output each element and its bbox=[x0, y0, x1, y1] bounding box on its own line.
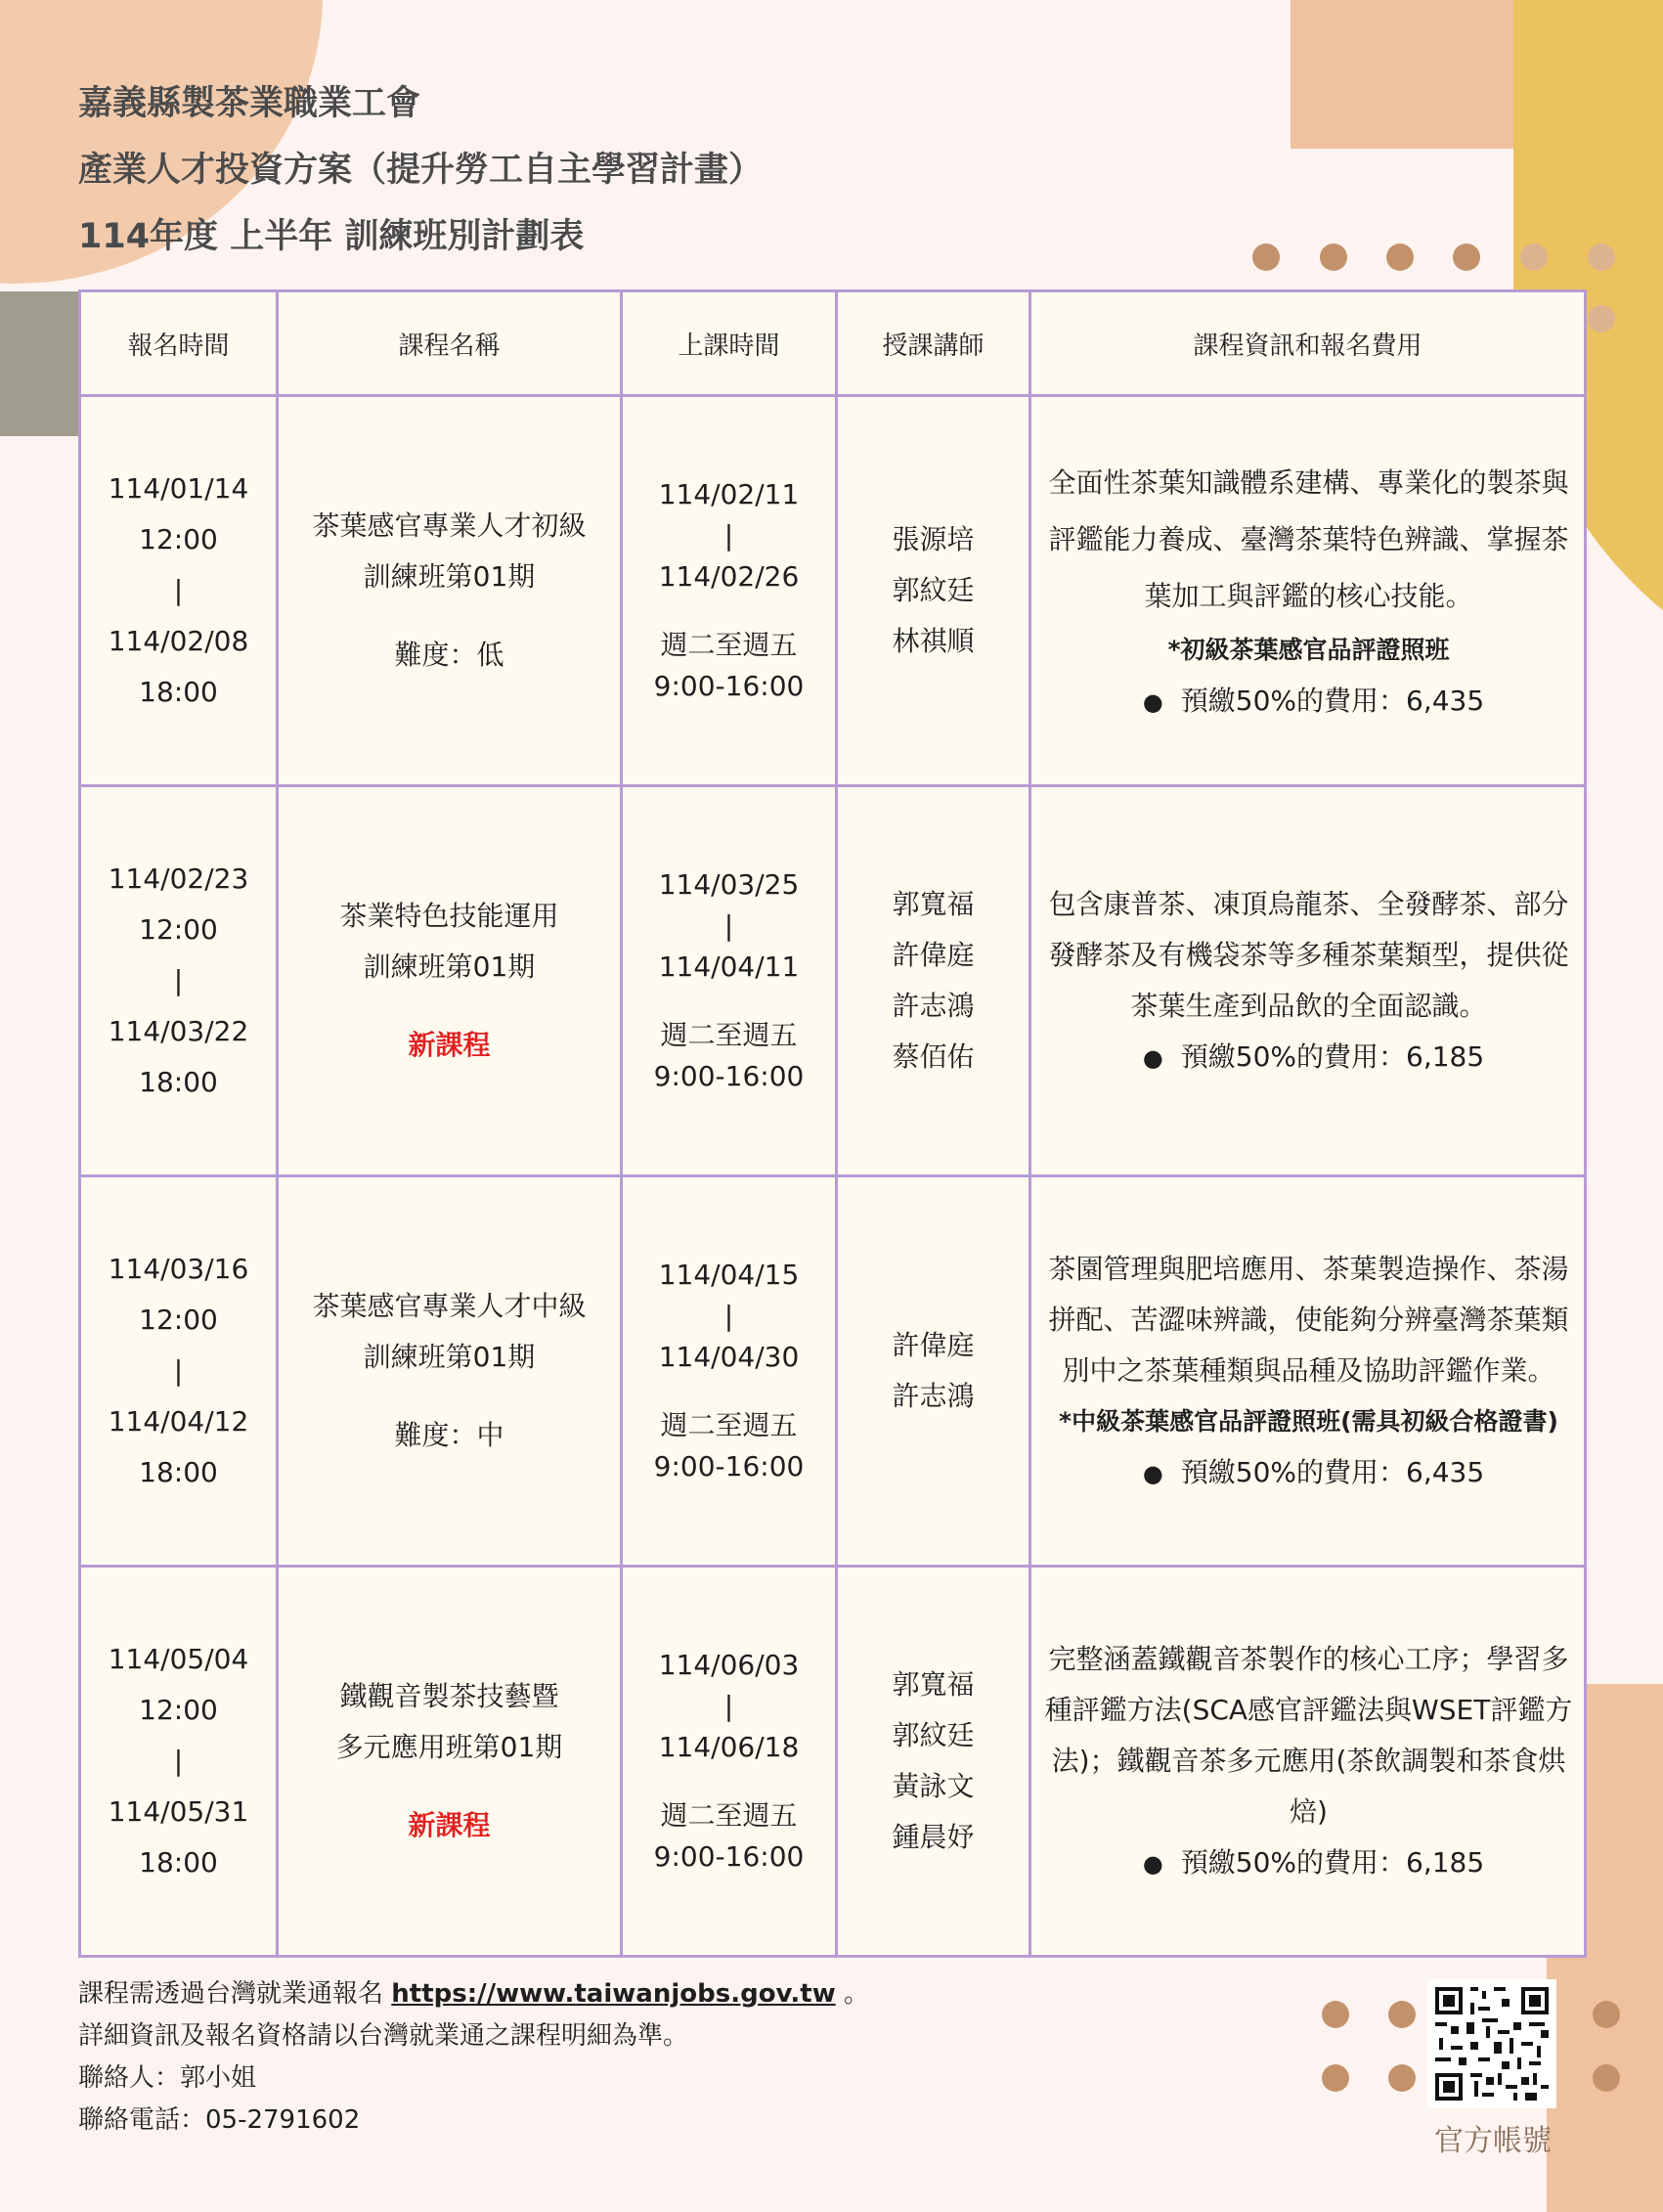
course-schedule-table bbox=[78, 289, 1587, 1958]
decorative-bar-left bbox=[0, 291, 78, 436]
course-info: 完整涵蓋鐵觀音茶製作的核心工序；學習多種評鑑方法(SCA感官評鑑法與WSET評鑑方法)；鐵觀音茶多元應用(茶飲調製和茶食烘焙) ● 預繳50%的費用：6,185 bbox=[1030, 1567, 1586, 1957]
instructors: 郭寬福 許偉庭 許志鴻 蔡佰佑 bbox=[837, 786, 1030, 1176]
decorative-dot bbox=[1388, 2001, 1416, 2028]
registration-period: 114/05/04 12:00 | 114/05/31 18:00 bbox=[80, 1567, 278, 1957]
fee-item: ● 預繳50%的費用：6,435 bbox=[1043, 676, 1574, 728]
bullet-icon: ● bbox=[1142, 1459, 1163, 1487]
class-period: 114/06/03 | 114/06/18 週二至週五 9:00-16:00 bbox=[622, 1567, 837, 1957]
decorative-dot bbox=[1593, 2001, 1620, 2028]
instructors: 郭寬福 郭紋廷 黃詠文 鍾晨妤 bbox=[837, 1567, 1030, 1957]
registration-period: 114/03/16 12:00 | 114/04/12 18:00 bbox=[80, 1176, 278, 1567]
taiwanjobs-link[interactable]: https://www.taiwanjobs.gov.tw bbox=[391, 1979, 836, 2009]
registration-period: 114/02/23 12:00 | 114/03/22 18:00 bbox=[80, 786, 278, 1176]
decorative-dot bbox=[1322, 2064, 1349, 2092]
difficulty-label: 難度：低 bbox=[394, 639, 504, 671]
table-header-row bbox=[80, 291, 1586, 396]
decorative-dot bbox=[1588, 243, 1615, 271]
column-header-course-name: 課程名稱 bbox=[278, 291, 622, 396]
course-info: 全面性茶葉知識體系建構、專業化的製茶與評鑑能力養成、臺灣茶葉特色辨識、掌握茶葉加工與評鑑的核心技能。 *初級茶葉感官品評證照班 ● 預繳50%的費用：6,435 bbox=[1030, 396, 1586, 786]
course-name: 鐵觀音製茶技藝暨 多元應用班第01期 新課程 bbox=[278, 1567, 622, 1957]
decorative-dot bbox=[1388, 2064, 1416, 2092]
registration-note: 課程需透過台灣就業通報名 https://www.taiwanjobs.gov.tw 。 bbox=[78, 1979, 869, 2009]
page-header bbox=[78, 70, 763, 270]
decorative-dot bbox=[1386, 243, 1414, 271]
table-row bbox=[80, 396, 1586, 786]
program-name: 產業人才投資方案（提升勞工自主學習計畫） bbox=[78, 151, 764, 190]
decorative-dot bbox=[1453, 243, 1480, 271]
certification-note: *初級茶葉感官品評證照班 bbox=[1167, 635, 1450, 664]
decorative-dot bbox=[1320, 243, 1347, 271]
class-period: 114/03/25 | 114/04/11 週二至週五 9:00-16:00 bbox=[622, 786, 837, 1176]
course-name: 茶葉感官專業人才初級 訓練班第01期 難度：低 bbox=[278, 396, 622, 786]
qr-code[interactable] bbox=[1427, 1979, 1556, 2108]
bullet-icon: ● bbox=[1142, 1849, 1163, 1878]
column-header-class-time: 上課時間 bbox=[622, 291, 837, 396]
new-course-badge: 新課程 bbox=[408, 1029, 491, 1061]
decorative-dot bbox=[1252, 243, 1280, 271]
fee-item: ● 預繳50%的費用：6,185 bbox=[1043, 1032, 1574, 1084]
decorative-dot bbox=[1520, 243, 1548, 271]
contact-phone: 聯絡電話：05-2791602 bbox=[78, 2105, 361, 2135]
certification-note: *中級茶葉感官品評證照班(需具初級合格證書) bbox=[1059, 1406, 1558, 1436]
details-note: 詳細資訊及報名資格請以台灣就業通之課程明細為準。 bbox=[78, 2021, 689, 2051]
column-header-instructors: 授課講師 bbox=[837, 291, 1030, 396]
course-info: 包含康普茶、凍頂烏龍茶、全發酵茶、部分發酵茶及有機袋茶等多種茶葉類型，提供從茶葉生產到品飲的全面認識。 ● 預繳50%的費用：6,185 bbox=[1030, 786, 1586, 1176]
decorative-dot bbox=[1593, 2064, 1620, 2092]
table-row bbox=[80, 1176, 1586, 1567]
instructors: 許偉庭 許志鴻 bbox=[837, 1176, 1030, 1567]
course-info: 茶園管理與肥培應用、茶葉製造操作、茶湯拼配、苦澀味辨識，使能夠分辨臺灣茶葉類別中之茶葉種類與品種及協助評鑑作業。 *中級茶葉感官品評證照班(需具初級合格證書) ● 預繳50%的費用：6,435 bbox=[1030, 1176, 1586, 1567]
fee-item: ● 預繳50%的費用：6,435 bbox=[1043, 1447, 1574, 1499]
table-row bbox=[80, 786, 1586, 1176]
page-title: 114年度 上半年 訓練班別計劃表 bbox=[78, 217, 585, 256]
decorative-dot bbox=[1322, 2001, 1349, 2028]
instructors: 張源培 郭紋廷 林祺順 bbox=[837, 396, 1030, 786]
contact-person: 聯絡人：郭小姐 bbox=[78, 2063, 257, 2093]
decorative-dot bbox=[1588, 305, 1615, 332]
class-period: 114/04/15 | 114/04/30 週二至週五 9:00-16:00 bbox=[622, 1176, 837, 1567]
bullet-icon: ● bbox=[1142, 1043, 1163, 1072]
course-name: 茶業特色技能運用 訓練班第01期 新課程 bbox=[278, 786, 622, 1176]
registration-period: 114/01/14 12:00 | 114/02/08 18:00 bbox=[80, 396, 278, 786]
bullet-icon: ● bbox=[1142, 687, 1163, 716]
column-header-registration: 報名時間 bbox=[80, 291, 278, 396]
class-period: 114/02/11 | 114/02/26 週二至週五 9:00-16:00 bbox=[622, 396, 837, 786]
course-name: 茶葉感官專業人才中級 訓練班第01期 難度：中 bbox=[278, 1176, 622, 1567]
table-row bbox=[80, 1567, 1586, 1957]
qr-code-icon bbox=[1427, 1979, 1556, 2108]
qr-code-label: 官方帳號 bbox=[1434, 2124, 1552, 2158]
difficulty-label: 難度：中 bbox=[394, 1419, 504, 1451]
new-course-badge: 新課程 bbox=[408, 1809, 491, 1841]
footer bbox=[78, 1973, 869, 2142]
fee-item: ● 預繳50%的費用：6,185 bbox=[1043, 1837, 1574, 1889]
column-header-info-fee: 課程資訊和報名費用 bbox=[1030, 291, 1586, 396]
union-name: 嘉義縣製茶業職業工會 bbox=[78, 84, 421, 123]
decorative-rectangle-top bbox=[1291, 0, 1515, 149]
